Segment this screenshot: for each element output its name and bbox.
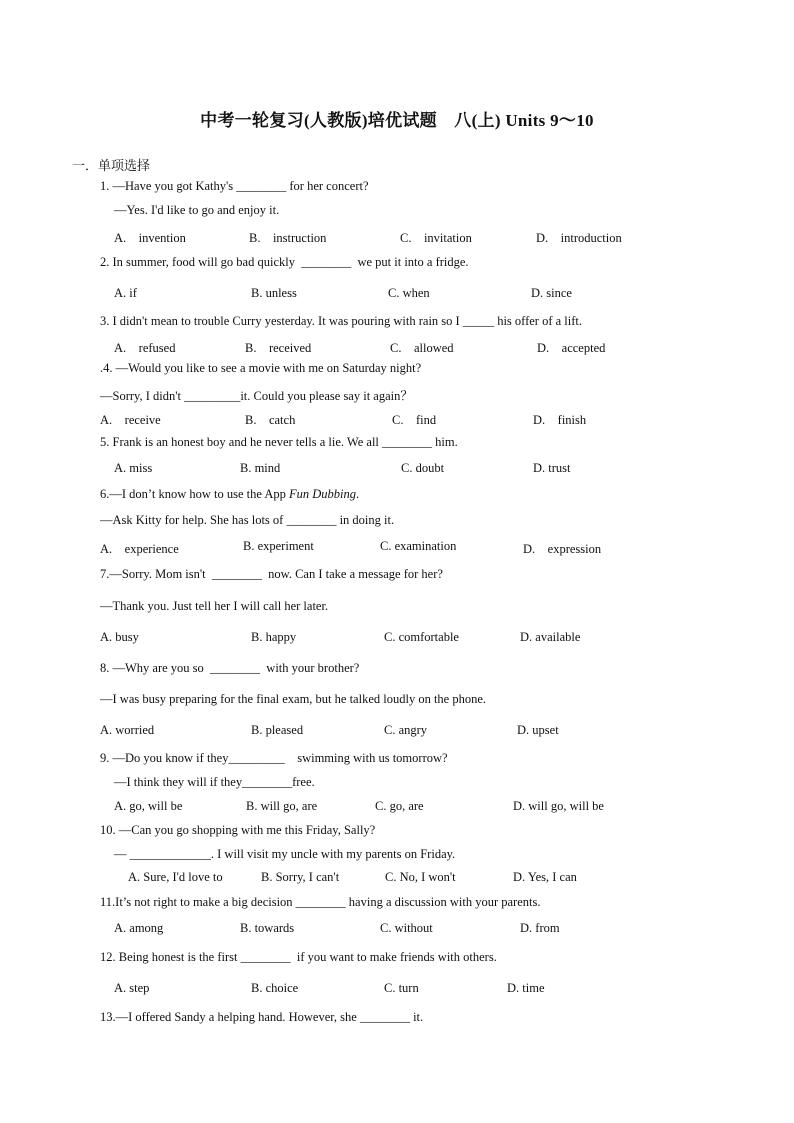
question-4-stem: .4. —Would you like to see a movie with me on Saturday night? bbox=[100, 361, 422, 375]
q3-option-a[interactable]: A. refused bbox=[114, 341, 176, 355]
q5-option-a[interactable]: A. miss bbox=[114, 461, 153, 475]
q12-option-c[interactable]: C. turn bbox=[384, 981, 419, 995]
q10-option-a[interactable]: A. Sure, I'd love to bbox=[128, 870, 223, 884]
q9-option-a[interactable]: A. go, will be bbox=[114, 799, 183, 813]
q7-option-d[interactable]: D. available bbox=[520, 630, 581, 644]
q9-option-c[interactable]: C. go, are bbox=[375, 799, 424, 813]
q2-option-b[interactable]: B. unless bbox=[251, 286, 297, 300]
question-8-reply: —I was busy preparing for the final exam, but he talked loudly on the phone. bbox=[100, 692, 487, 706]
question-6-stem-text: 6.—I don’t know how to use the App bbox=[100, 487, 289, 501]
q5-option-c[interactable]: C. doubt bbox=[401, 461, 445, 475]
question-10-reply: — _____________. I will visit my uncle with my parents on Friday. bbox=[114, 847, 456, 861]
question-2-stem: 2. In summer, food will go bad quickly ________ we put it into a fridge. bbox=[100, 255, 469, 269]
question-6-stem-end: . bbox=[356, 487, 360, 501]
question-13-stem: 13.—I offered Sandy a helping hand. However, she ________ it. bbox=[100, 1010, 424, 1024]
q1-option-d[interactable]: D. introduction bbox=[536, 231, 622, 245]
section-title: 一．单项选择 bbox=[72, 158, 151, 173]
q8-option-b[interactable]: B. pleased bbox=[251, 723, 304, 737]
q1-option-c[interactable]: C. invitation bbox=[400, 231, 472, 245]
question-7-reply: —Thank you. Just tell her I will call her later. bbox=[100, 599, 329, 613]
question-4-reply: —Sorry, I didn't _________it. Could you please say it again？ bbox=[100, 389, 413, 403]
q4-option-b[interactable]: B. catch bbox=[245, 413, 296, 427]
question-12-stem: 12. Being honest is the first ________ if you want to make friends with others. bbox=[100, 950, 497, 964]
q2-option-d[interactable]: D. since bbox=[531, 286, 572, 300]
q5-option-d[interactable]: D. trust bbox=[533, 461, 571, 475]
question-1-stem: 1. —Have you got Kathy's ________ for her concert? bbox=[100, 179, 369, 193]
q9-option-d[interactable]: D. will go, will be bbox=[513, 799, 604, 813]
q11-option-b[interactable]: B. towards bbox=[240, 921, 295, 935]
q8-option-c[interactable]: C. angry bbox=[384, 723, 428, 737]
q7-option-b[interactable]: B. happy bbox=[251, 630, 297, 644]
q3-option-c[interactable]: C. allowed bbox=[390, 341, 454, 355]
q8-option-a[interactable]: A. worried bbox=[100, 723, 155, 737]
q2-option-c[interactable]: C. when bbox=[388, 286, 430, 300]
q7-option-a[interactable]: A. busy bbox=[100, 630, 139, 644]
question-8-stem: 8. —Why are you so ________ with your brother? bbox=[100, 661, 360, 675]
question-9-stem: 9. —Do you know if they_________ swimming with us tomorrow? bbox=[100, 751, 448, 765]
q4-option-a[interactable]: A. receive bbox=[100, 413, 161, 427]
q6-option-d[interactable]: D. expression bbox=[523, 542, 602, 556]
q6-option-c[interactable]: C. examination bbox=[380, 539, 457, 553]
q1-option-a[interactable]: A. invention bbox=[114, 231, 186, 245]
q6-option-a[interactable]: A. experience bbox=[100, 542, 179, 556]
q12-option-b[interactable]: B. choice bbox=[251, 981, 299, 995]
question-11-stem: 11.It’s not right to make a big decision ________ having a discussion with your parents. bbox=[100, 895, 541, 909]
q10-option-b[interactable]: B. Sorry, I can't bbox=[261, 870, 340, 884]
q9-option-b[interactable]: B. will go, are bbox=[246, 799, 318, 813]
q3-option-b[interactable]: B. received bbox=[245, 341, 312, 355]
q11-option-a[interactable]: A. among bbox=[114, 921, 164, 935]
question-3-stem: 3. I didn't mean to trouble Curry yesterday. It was pouring with rain so I _____ his offer of a lift. bbox=[100, 314, 583, 328]
app-name: Fun Dubbing bbox=[289, 487, 357, 501]
question-10-stem: 10. —Can you go shopping with me this Friday, Sally? bbox=[100, 823, 376, 837]
question-9-reply: —I think they will if they________free. bbox=[114, 775, 315, 789]
q10-option-c[interactable]: C. No, I won't bbox=[385, 870, 456, 884]
q6-option-b[interactable]: B. experiment bbox=[243, 539, 314, 553]
page-title: 中考一轮复习(人教版)培优试题 八(上) Units 9～10 bbox=[200, 111, 594, 130]
q4-option-d[interactable]: D. finish bbox=[533, 413, 587, 427]
question-6-reply: —Ask Kitty for help. She has lots of ________ in doing it. bbox=[100, 513, 395, 527]
q12-option-a[interactable]: A. step bbox=[114, 981, 150, 995]
q12-option-d[interactable]: D. time bbox=[507, 981, 545, 995]
q2-option-a[interactable]: A. if bbox=[114, 286, 137, 300]
q3-option-d[interactable]: D. accepted bbox=[537, 341, 606, 355]
q7-option-c[interactable]: C. comfortable bbox=[384, 630, 459, 644]
q11-option-c[interactable]: C. without bbox=[380, 921, 433, 935]
question-1-reply: —Yes. I'd like to go and enjoy it. bbox=[114, 203, 280, 217]
question-6-stem bbox=[100, 487, 359, 502]
q5-option-b[interactable]: B. mind bbox=[240, 461, 281, 475]
q10-option-d[interactable]: D. Yes, I can bbox=[513, 870, 577, 884]
question-7-stem: 7.—Sorry. Mom isn't ________ now. Can I take a message for her? bbox=[100, 567, 443, 581]
q1-option-b[interactable]: B. instruction bbox=[249, 231, 327, 245]
q8-option-d[interactable]: D. upset bbox=[517, 723, 559, 737]
q4-option-c[interactable]: C. find bbox=[392, 413, 437, 427]
question-5-stem: 5. Frank is an honest boy and he never tells a lie. We all ________ him. bbox=[100, 435, 458, 449]
q11-option-d[interactable]: D. from bbox=[520, 921, 560, 935]
